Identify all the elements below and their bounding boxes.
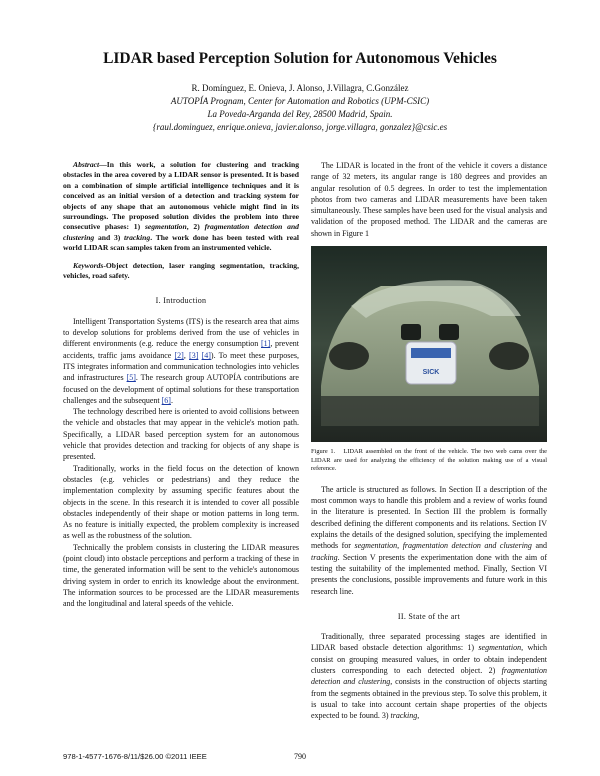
isbn-footer: 978-1-4577-1676-8/11/$26.00 ©2011 IEEE: [63, 752, 207, 761]
keywords: [63, 261, 299, 282]
text: The article is structured as follows. In Section II a description of the most common ways to handle this problem and a review of works found in the literature is presented. In Section III the problem is formally described defining the different components and its relations. Section IV explains the details of the designed solution, specifying the implemented methods for: [311, 484, 547, 551]
text: ,: [397, 541, 403, 551]
left-column: [63, 160, 299, 609]
text: , which consist on grouping measured values, in order to obtain independent clusters corresponding to each detected object. 2): [311, 643, 547, 676]
abstract-text-a: —In this work, a solution for clustering and tracking obstacles in the area covered by a LIDAR sensor is presented. It is based on a combination of simple artificial intelligence techniques and it is conceived as an initial version of a detection and tracking system for objects of any shape that an autonomous vehicle might find in its surroundings. The proposed solution divides the problem into three consecutive phases: 1): [63, 160, 299, 232]
text: . The research group AUTOPÍA contributions are focused on the development of optimal solutions for these transportation challenges and the subsequent: [63, 373, 299, 405]
text: ). To meet these purposes, ITS integrates information and communication technologies into vehicles and infrastructures: [63, 350, 299, 383]
address: La Poveda-Arganda del Rey, 28500 Madrid, Spain.: [207, 109, 393, 119]
affiliation: AUTOPÍA Prognam, Center for Automation and Robotics (UPM-CSIC): [170, 96, 430, 106]
intro-paragraph-4: Technically the problem consists in clustering the LIDAR measures (point cloud) into obstacle perceptions and perform a tracking of these in time, the generated information will be sent to the vehicle's autonomous driving system in order to enrich its knowledge about the environment. The information sources to be processed are the LIDAR measurements and the longitudinal and lateral speeds of the vehicle.: [63, 542, 299, 609]
abstract-em3: tracking: [124, 232, 151, 242]
right-headlight: [489, 342, 529, 370]
left-webcam: [401, 324, 421, 340]
emphasis: tracking: [390, 711, 418, 721]
intro-paragraph-3: Traditionally, works in the field focus on the detection of known obstacles (e.g. vehicles or pedestrians) and they reduce the implementation complexity by assuming specific features about the objects in the scene. In this research it is intended to cover all possible obstacles independently of their shape or motion patterns in long term. As no feature is initially expected, the problem complexity is increased as well as the robustness of the solution.: [63, 463, 299, 541]
car-front-illustration: [311, 246, 547, 442]
lidar-brand-label: SICK: [422, 369, 440, 377]
text: .: [170, 395, 173, 405]
citation-link[interactable]: [6]: [161, 395, 171, 405]
section-heading-introduction: I. Introduction: [155, 296, 207, 306]
citation-link[interactable]: [3]: [189, 350, 199, 360]
text: ,: [183, 350, 190, 360]
author-block: [0, 82, 600, 134]
author-names: R. Domínguez, E. Onieva, J. Alonso, J.Villagra, C.González: [191, 83, 409, 93]
citation-link[interactable]: [2]: [174, 350, 184, 360]
citation-link[interactable]: [5]: [126, 373, 136, 383]
lidar-window: [411, 348, 451, 358]
text: . Section V presents the experimentation done with the aim of testing the suitability of the implemented method. Finally, Section VI presents the conclusions, possible improvements and future work in this research line.: [311, 552, 547, 596]
page-number: 790: [294, 752, 306, 761]
emphasis: fragmentation detection and clustering: [311, 666, 547, 687]
bumper: [321, 396, 539, 426]
abstract-label: Abstract: [73, 160, 100, 169]
abstract-em1: segmentation: [144, 222, 187, 232]
structure-paragraph: [311, 484, 547, 597]
text: ,: [417, 711, 420, 721]
abstract-text-b: , 2): [186, 222, 205, 232]
paper-title: LIDAR based Perception Solution for Autonomous Vehicles: [103, 50, 497, 67]
caption-label: Figure 1.: [311, 448, 336, 456]
abstract-em2: fragmentation detection and clustering: [63, 222, 299, 242]
citation-link[interactable]: [4]: [201, 350, 211, 360]
emphasis: segmentation: [478, 643, 522, 653]
lidar-paragraph: The LIDAR is located in the front of the vehicle it covers a distance range of 32 meters, its angular range is 180 degrees and provides an angular resolution of 0.5 degrees. In order to test the implementation photos from two cameras and LIDAR measurements have been taken simultaneously. These samples have been used for the visual analysis and validation of the proposed method. The LIDAR and the cameras are shown in Figure 1: [311, 161, 547, 238]
abstract-text-d: . The work done has been tested with real world LIDAR scan samples taken from an instrumented vehicle.: [63, 232, 300, 253]
left-headlight: [329, 342, 369, 370]
keywords-text: -Object detection, laser ranging segmentation, tracking, vehicles, road safety.: [63, 260, 299, 281]
emphasis: fragmentation detection and clustering: [402, 541, 532, 551]
citation-link[interactable]: [1]: [260, 339, 271, 349]
text: , consists in the construction of objects starting from the segments obtained in the previous step. To solve this problem, it is usual to take into account certain shape properties of the objects expected to be found. 3): [311, 677, 547, 721]
caption-text: LIDAR assembled on the front of the vehicle. The two web cams over the LIDAR are used for analyzing the efficiency of the solution making use of a visual reference.: [311, 448, 548, 473]
emails: {raul.dominguez, enrique.onieva, javier.alonso, jorge.villagra, gonzalez}@csic.es: [152, 122, 448, 132]
intro-paragraph-1: [63, 316, 299, 406]
emphasis: tracking: [311, 552, 338, 562]
figure-1-caption: [311, 448, 547, 474]
intro-paragraph-2: The technology described here is oriented to avoid collisions between the vehicle and obstacles that may appear in the vehicle's motion path. Specifically, a LIDAR based perception system for an autonomous vehicle that provides detection and tracking for objects of any shape is presented.: [63, 407, 299, 462]
text: Traditionally, three separated processing stages are identified in LIDAR based obstacle detection algorithms: 1): [311, 632, 547, 653]
abstract-text-c: and 3): [94, 232, 125, 242]
state-of-art-paragraph: [311, 631, 547, 721]
text: , prevent accidents, traffic jams avoidance: [63, 339, 299, 360]
emphasis: segmentation: [354, 541, 398, 551]
text: and: [531, 541, 548, 551]
keywords-label: Keywords: [73, 260, 104, 270]
right-webcam: [439, 324, 459, 340]
right-column: [311, 160, 547, 722]
abstract: [63, 160, 299, 254]
figure-1-photo: [311, 246, 547, 442]
text: Intelligent Transportation Systems (ITS) is the research area that aims to develop solutions for problems derived from the use of vehicles in different environments (e.g. reduce the energy consumption: [63, 316, 299, 349]
section-heading-state-of-art: II. State of the art: [397, 611, 461, 621]
